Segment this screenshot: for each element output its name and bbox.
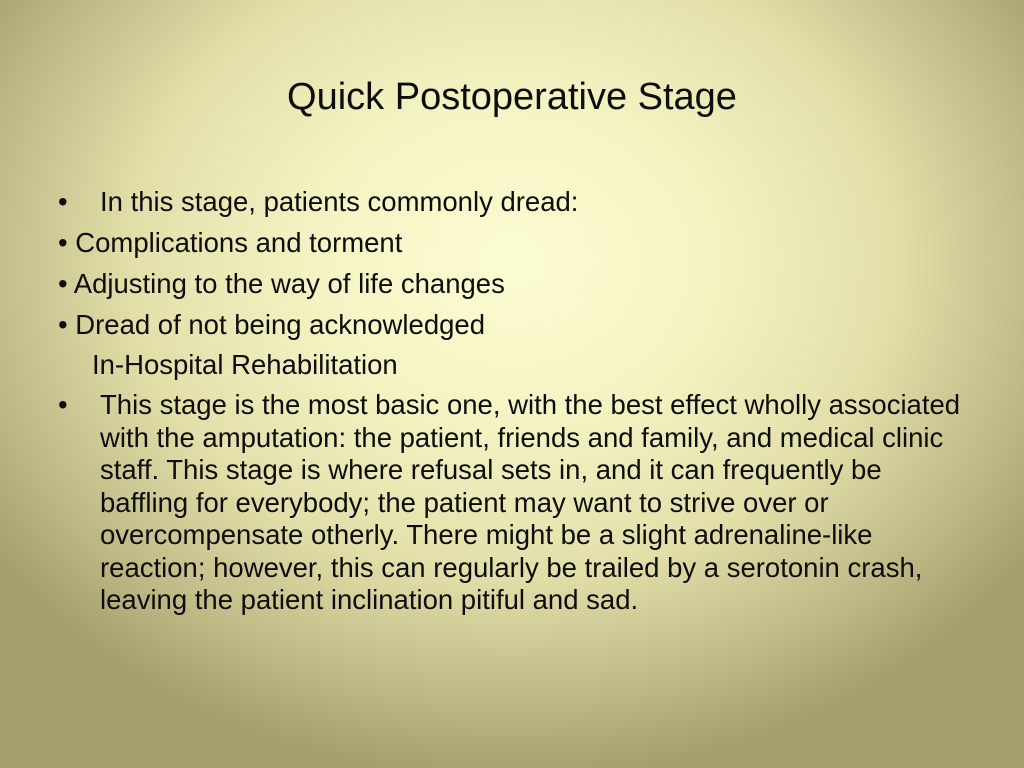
list-item-complications: • Complications and torment [58,227,403,258]
list-item-lifestyle: • Adjusting to the way of life changes [58,268,505,299]
bullet-item-intro [58,182,968,222]
section-heading: In-Hospital Rehabilitation [92,349,398,380]
slide-body [58,182,968,617]
bullet-icon: • [58,389,68,420]
bullet-item-paragraph [58,389,968,617]
paragraph-text: This stage is the most basic one, with the best effect wholly associated with the amputation: the patient, friends and family, and medical clinic staff. This stage is where refusal sets in, and it can frequently be baffling for everybody; the patient may want to strive over or overcompensate otherly. There might be a slight adrenaline-like reaction; however, this can regularly be trailed by a serotonin crash, leaving the patient inclination pitiful and sad. [100,389,961,615]
bullet-text: In this stage, patients commonly dread: [100,186,579,217]
list-item-acknowledged: • Dread of not being acknowledged [58,309,486,340]
bullet-icon: • [58,186,68,217]
slide-title: Quick Postoperative Stage [287,76,737,118]
